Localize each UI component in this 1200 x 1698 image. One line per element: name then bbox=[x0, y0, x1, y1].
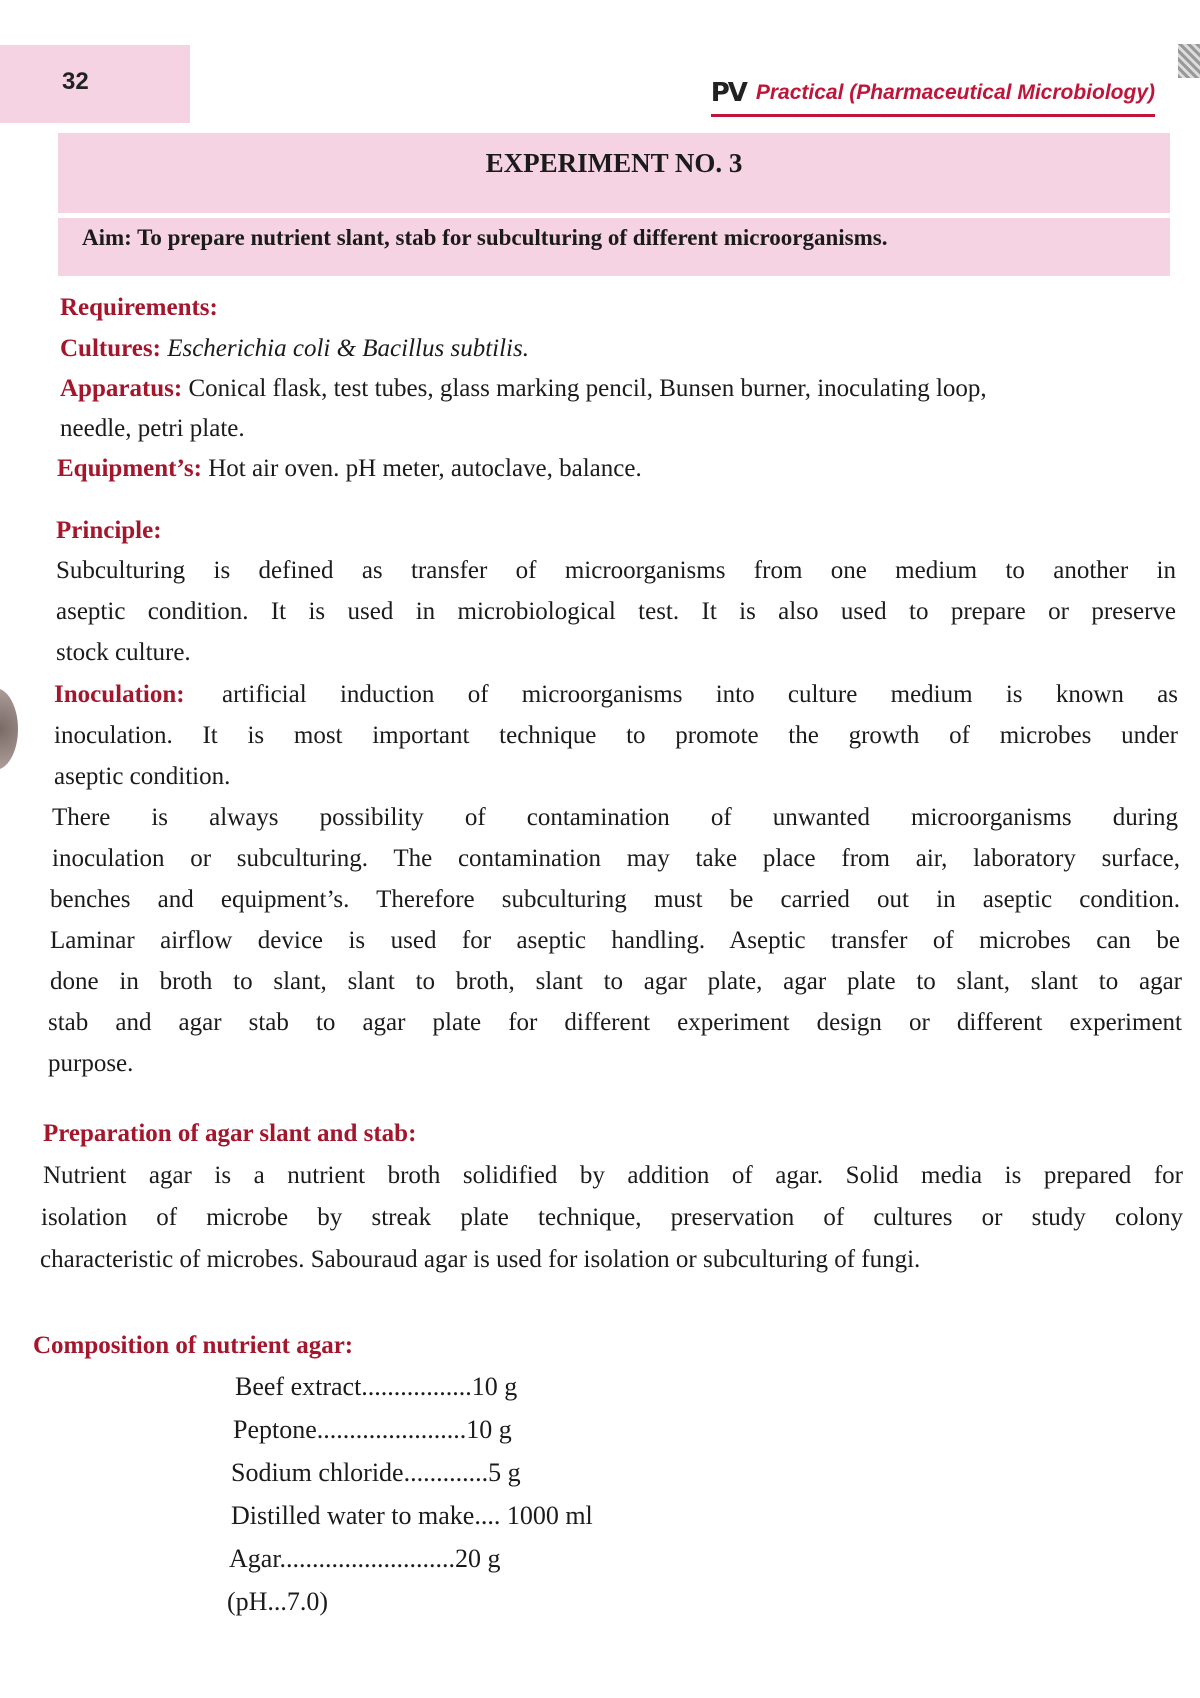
principle-p3-line4: Laminar airflow device is used for aseptic handling. Aseptic transfer of microbes can be bbox=[50, 927, 1180, 954]
page-number: 32 bbox=[62, 68, 89, 95]
principle-p3-line1: There is always possibility of contamination of unwanted microorganisms during bbox=[52, 804, 1178, 831]
page-edge-shadow bbox=[0, 688, 18, 770]
principle-p3-line2: inoculation or subculturing. The contamination may take place from air, laboratory surface, bbox=[52, 845, 1180, 872]
preparation-line1: Nutrient agar is a nutrient broth solidified by addition of agar. Solid media is prepared for bbox=[43, 1162, 1183, 1189]
principle-p2-line2: inoculation. It is most important technique to promote the growth of microbes under bbox=[54, 722, 1178, 749]
aim-text: Aim: To prepare nutrient slant, stab for subculturing of different microorganisms. bbox=[82, 225, 888, 250]
preparation-line3: characteristic of microbes. Sabouraud agar is used for isolation or subculturing of fungi. bbox=[40, 1246, 921, 1273]
page-number-band bbox=[0, 45, 190, 123]
composition-item: (pH...7.0) bbox=[227, 1587, 329, 1616]
principle-p2-line1: artificial induction of microorganisms into culture medium is known as bbox=[222, 681, 1178, 708]
corner-texture bbox=[1178, 44, 1200, 78]
principle-p1-line3: stock culture. bbox=[56, 639, 191, 666]
principle-p3-line6: stab and agar stab to agar plate for different experiment design or different experiment bbox=[48, 1009, 1182, 1036]
preparation-line2: isolation of microbe by streak plate technique, preservation of cultures or study colony bbox=[41, 1204, 1183, 1231]
composition-item: Peptone.......................10 g bbox=[233, 1415, 512, 1444]
equipment-line bbox=[57, 448, 642, 489]
preparation-heading: Preparation of agar slant and stab: bbox=[43, 1120, 417, 1147]
composition-item: Agar...........................20 g bbox=[229, 1544, 501, 1573]
cultures-label: Cultures: bbox=[60, 335, 161, 362]
apparatus-value: Conical flask, test tubes, glass marking pencil, Bunsen burner, inoculating loop, bbox=[188, 375, 987, 402]
publisher-logo: PV bbox=[710, 78, 746, 108]
requirements-heading: Requirements: bbox=[60, 294, 218, 321]
composition-item: Beef extract.................10 g bbox=[235, 1372, 518, 1401]
equipment-value: Hot air oven. pH meter, autoclave, balance. bbox=[208, 455, 642, 482]
principle-p3-line5: done in broth to slant, slant to broth, slant to agar plate, agar plate to slant, slant to agar bbox=[50, 968, 1182, 995]
apparatus-line-2: needle, petri plate. bbox=[60, 415, 245, 442]
apparatus-line bbox=[60, 368, 987, 409]
cultures-value: Escherichia coli & Bacillus subtilis. bbox=[167, 335, 529, 362]
apparatus-label: Apparatus: bbox=[60, 375, 183, 402]
running-header-title: Practical (Pharmaceutical Microbiology) bbox=[755, 81, 1155, 104]
composition-item: Distilled water to make.... 1000 ml bbox=[231, 1501, 593, 1530]
principle-p3-line7: purpose. bbox=[48, 1050, 134, 1077]
inoculation-label bbox=[54, 674, 185, 715]
principle-p3-line3: benches and equipment’s. Therefore subculturing must be carried out in aseptic condition. bbox=[50, 886, 1180, 913]
experiment-title: EXPERIMENT NO. 3 bbox=[485, 148, 743, 178]
running-header bbox=[711, 78, 1155, 117]
principle-p1-line1: Subculturing is defined as transfer of microorganisms from one medium to another in bbox=[56, 557, 1176, 584]
composition-heading: Composition of nutrient agar: bbox=[33, 1332, 354, 1359]
inoculation-term: Inoculation: bbox=[54, 681, 185, 708]
principle-p2-line3: aseptic condition. bbox=[54, 763, 231, 790]
composition-item: Sodium chloride.............5 g bbox=[231, 1458, 521, 1487]
principle-p1-line2: aseptic condition. It is used in microbiological test. It is also used to prepare or preserve bbox=[56, 598, 1176, 625]
equipment-label: Equipment’s: bbox=[57, 455, 202, 482]
principle-heading: Principle: bbox=[56, 517, 162, 544]
cultures-line bbox=[60, 328, 529, 369]
